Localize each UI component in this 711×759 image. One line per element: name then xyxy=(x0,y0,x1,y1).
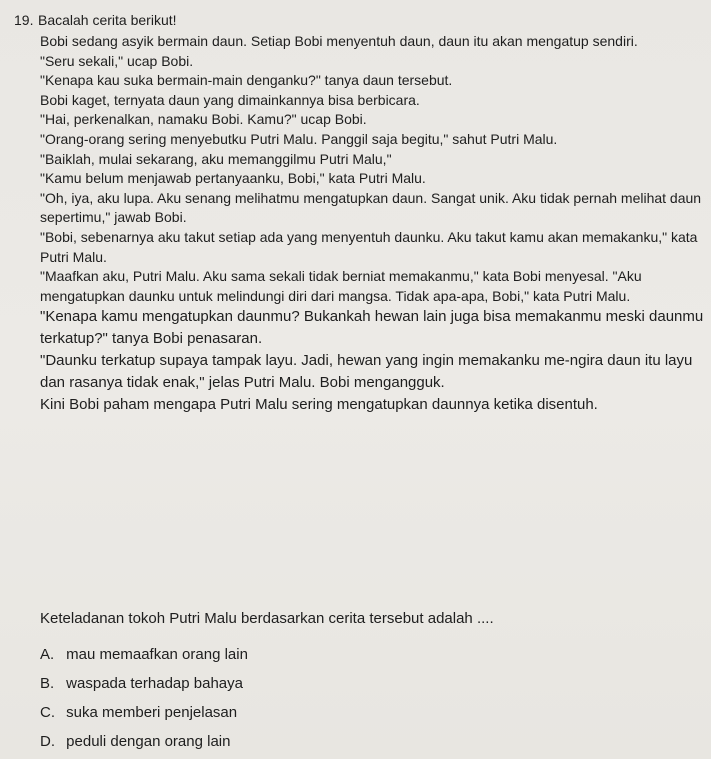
question-number: 19. xyxy=(14,12,34,28)
option-b[interactable] xyxy=(40,669,248,698)
story-paragraph: "Maafkan aku, Putri Malu. Aku sama sekali tidak berniat memakanmu," kata Bobi menyesal. "Aku mengatupkan daunku untuk melindungi diri dari mangsa. Tidak apa-apa, Bobi," kata Putri Malu. xyxy=(40,268,642,304)
story-paragraph: "Kenapa kau suka bermain-main denganku?" tanya daun tersebut. xyxy=(40,72,453,89)
question-instruction: Bacalah cerita berikut! xyxy=(38,12,177,28)
option-letter: C. xyxy=(40,704,55,721)
story-paragraph: Bobi kaget, ternyata daun yang dimainkannya bisa berbicara. xyxy=(40,91,420,108)
option-c[interactable] xyxy=(40,698,248,727)
option-text: mau memaafkan orang lain xyxy=(66,646,248,663)
story-paragraph: "Hai, perkenalkan, namaku Bobi. Kamu?" ucap Bobi. xyxy=(40,111,367,128)
story-paragraph: "Baiklah, mulai sekarang, aku memanggilmu Putri Malu," xyxy=(40,150,392,167)
story-paragraph: "Daunku terkatup supaya tampak layu. Jadi, hewan yang ingin memakanku me-ngira daun itu layu dan rasanya tidak enak," jelas Putri Malu. Bobi mengangguk. xyxy=(40,351,693,391)
story-paragraph: Kini Bobi paham mengapa Putri Malu sering mengatupkan daunnya ketika disentuh. xyxy=(40,395,598,413)
story-paragraph: "Oh, iya, aku lupa. Aku senang melihatmu mengatupkan daun. Sangat unik. Aku tidak pernah melihat daun sepertimu," jawab Bobi. xyxy=(40,189,702,226)
option-letter: A. xyxy=(40,646,55,663)
story-paragraph: "Kamu belum menjawab pertanyaanku, Bobi," kata Putri Malu. xyxy=(40,170,426,187)
option-d[interactable] xyxy=(40,727,248,756)
option-a[interactable] xyxy=(40,640,248,669)
story-paragraph: "Orang-orang sering menyebutku Putri Malu. Panggil saja begitu," sahut Putri Malu. xyxy=(40,130,558,147)
story-paragraph: "Seru sekali," ucap Bobi. xyxy=(40,52,194,69)
option-text: waspada terhadap bahaya xyxy=(66,675,243,692)
answer-options xyxy=(40,640,248,756)
story-paragraph: "Bobi, sebenarnya aku takut setiap ada yang menyentuh daunku. Aku takut kamu akan memakanku," kata Putri Malu. xyxy=(40,228,698,265)
story-paragraph: Bobi sedang asyik bermain daun. Setiap Bobi menyentuh daun, daun itu akan mengatup sendiri. xyxy=(40,33,638,49)
story-paragraph: "Kenapa kamu mengatupkan daunmu? Bukankah hewan lain juga bisa memakanmu meski daunmu terkatup?" tanya Bobi penasaran. xyxy=(40,308,704,348)
story-text xyxy=(40,32,705,415)
option-letter: B. xyxy=(40,675,55,692)
option-text: suka memberi penjelasan xyxy=(66,704,238,721)
question-prompt: Keteladanan tokoh Putri Malu berdasarkan cerita tersebut adalah .... xyxy=(40,610,494,627)
option-letter: D. xyxy=(40,733,55,750)
option-text: peduli dengan orang lain xyxy=(66,733,231,750)
